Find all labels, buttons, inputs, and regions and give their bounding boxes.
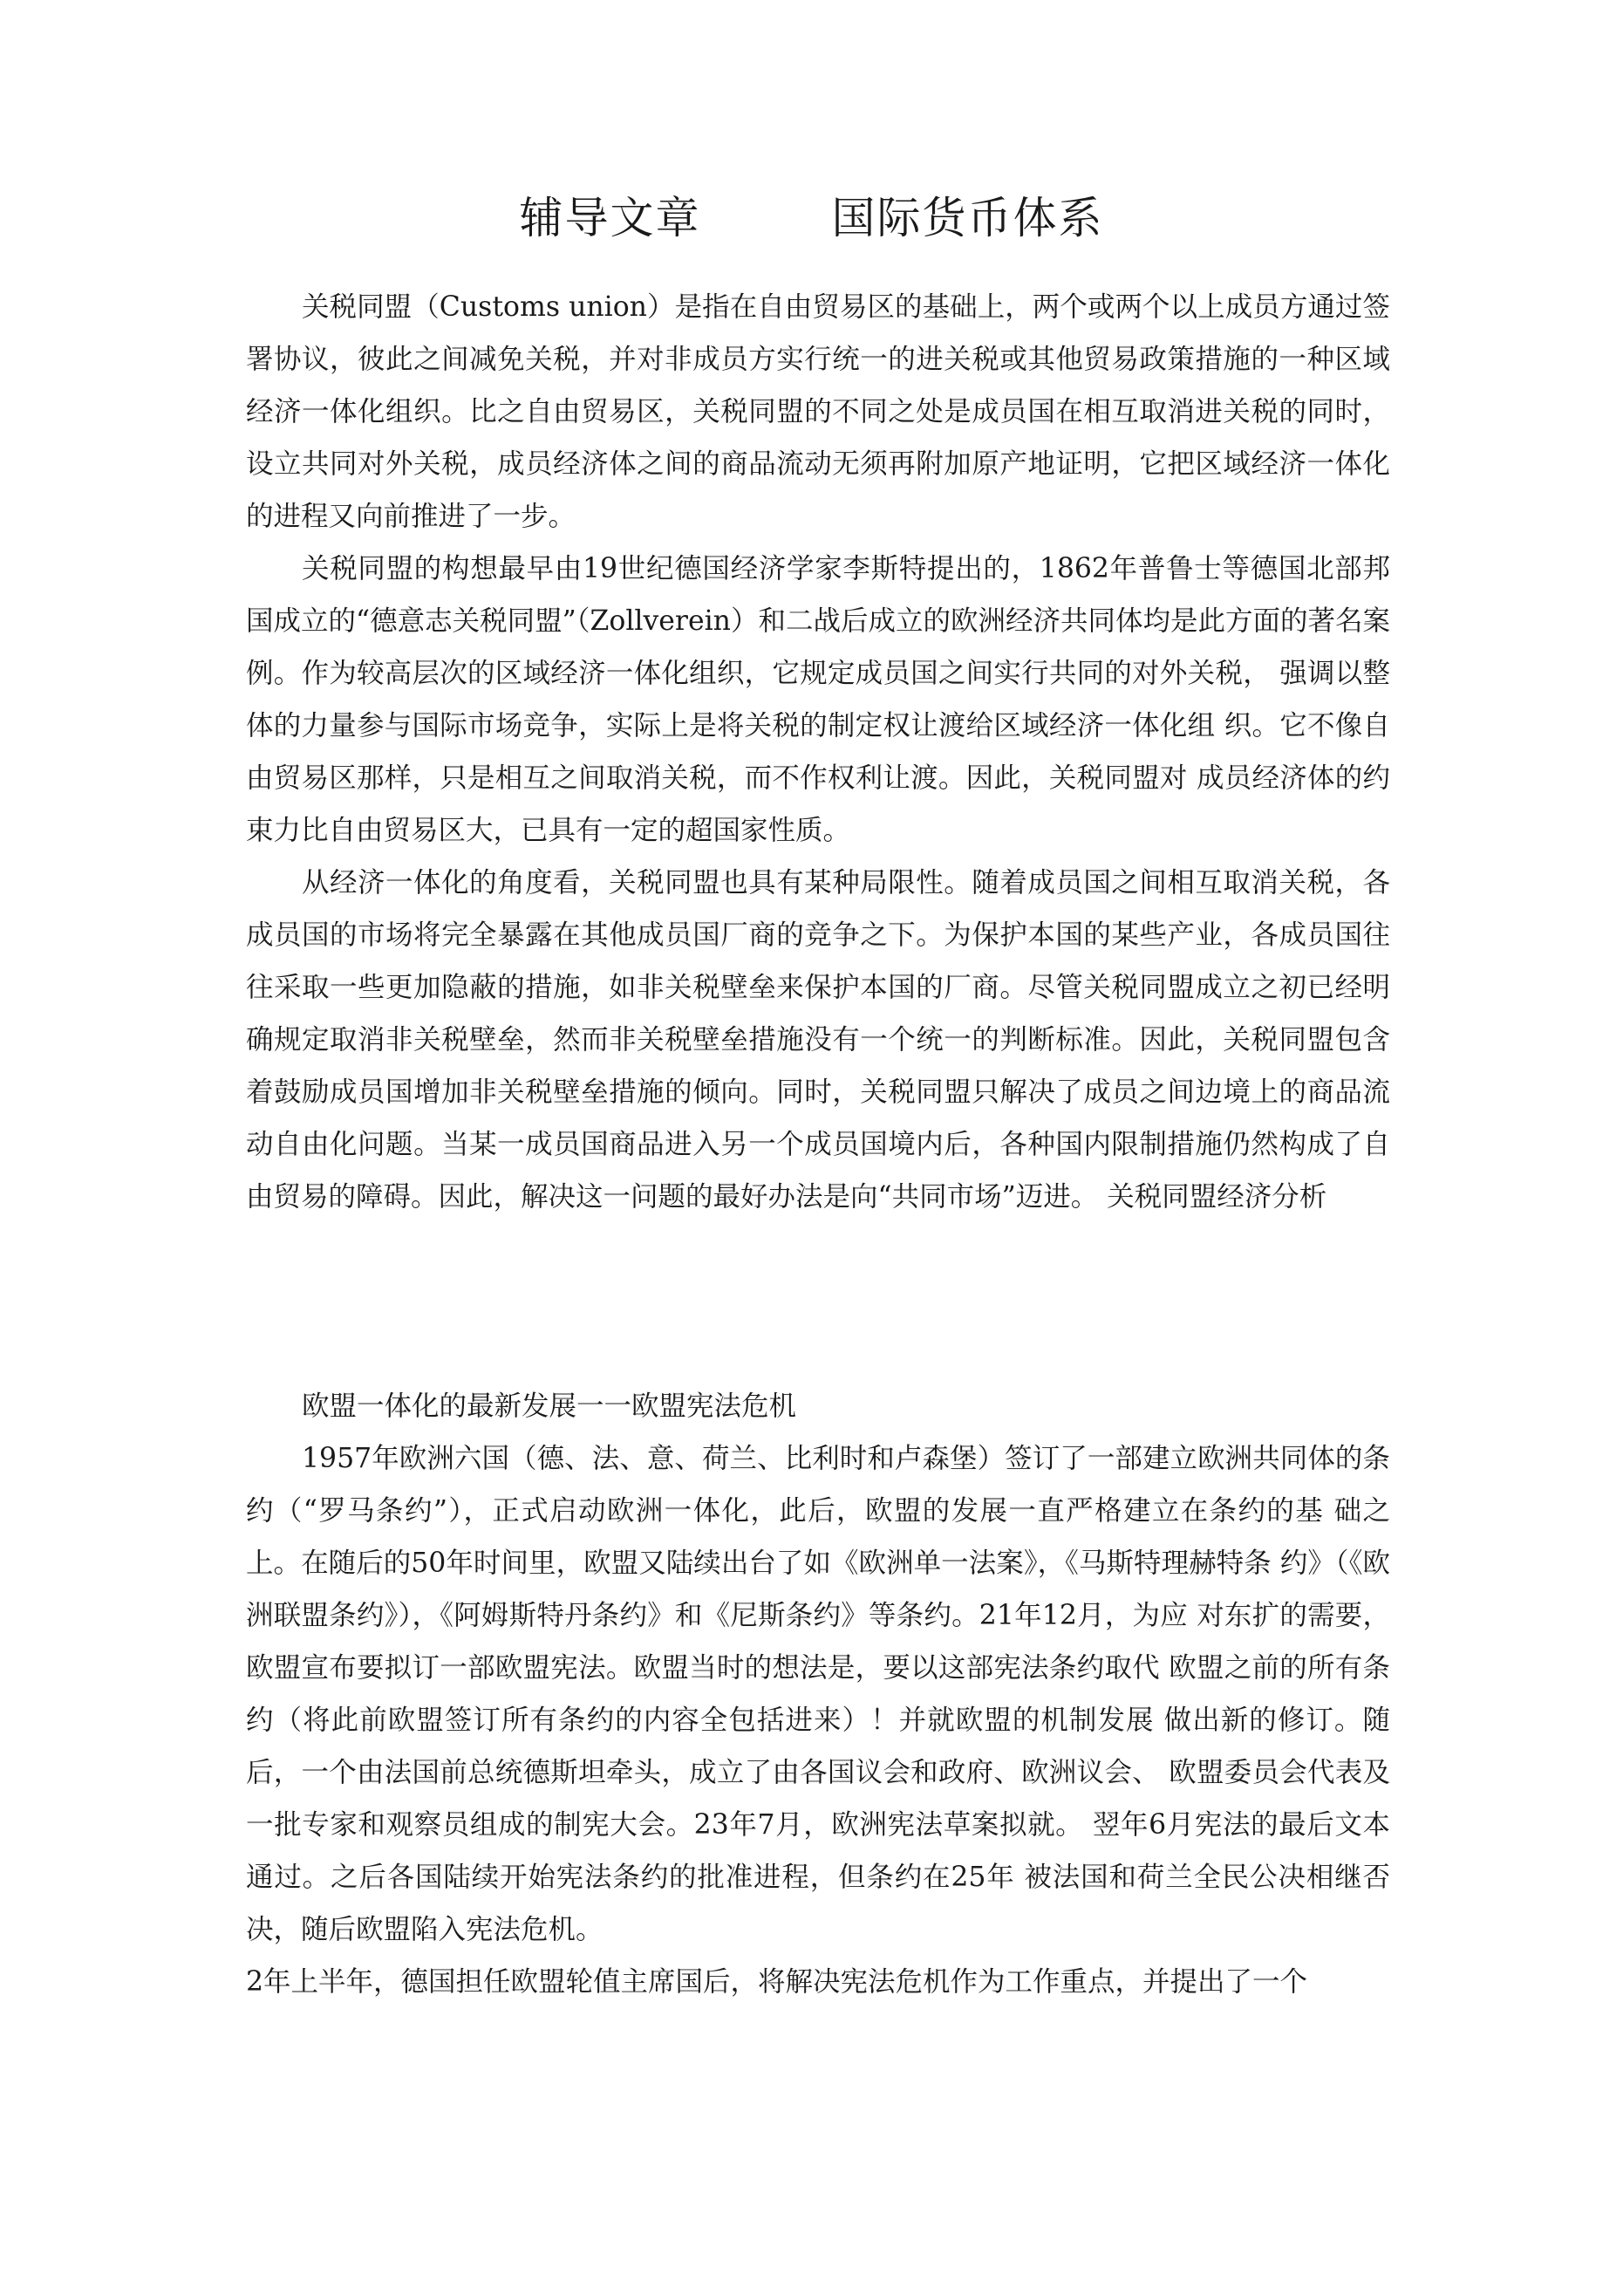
section-subheading: 欧盟一体化的最新发展一一欧盟宪法危机 — [302, 1391, 797, 1422]
title-right: 国际货币体系 — [831, 193, 1104, 243]
paragraph-5: 2年上半年，德国担任欧盟轮值主席国后，将解决宪法危机作为工作重点，并提出了一个 — [246, 1966, 1308, 1998]
paragraph-4: 1957年欧洲六国（德、法、意、荷兰、比利时和卢森堡）签订了一部建立欧洲共同体的条约（“罗马条约”），正式启动欧洲一体化，此后，欧盟的发展一直严格建立在条约的基 础之上。在随后的50年时间里，欧盟又陆续出台了如《欧洲单一法案》，《马斯特理赫特条 约》（《欧洲联盟条约》），《阿姆斯特丹条约》和《尼斯条约》等条约。21年12月，为应 对东扩的需要，欧盟宣布要拟订一部欧盟宪法。欧盟当时的想法是，要以这部宪法条约取代 欧盟之前的所有条约（将此前欧盟签订所有条约的内容全包括进来）！并就欧盟的机制发展 做出新的修订。随后，一个由法国前总统德斯坦牵头，成立了由各国议会和政府、欧洲议会、 欧盟委员会代表及一批专家和观察员组成的制宪大会。23年7月，欧洲宪法草案拟就。 翌年6月宪法的最后文本通过。之后各国陆续开始宪法条约的批准进程，但条约在25年 被法国和荷兰全民公决相继否决，随后欧盟陷入宪法危机。 — [246, 1443, 1390, 1945]
section-customs-union — [246, 281, 1390, 1223]
page-title — [0, 188, 1623, 249]
section-eu-constitution — [246, 1380, 1390, 2008]
title-left: 辅导文章 — [519, 193, 701, 243]
paragraph-3: 从经济一体化的角度看，关税同盟也具有某种局限性。随着成员国之间相互取消关税，各成员国的市场将完全暴露在其他成员国厂商的竞争之下。为保护本国的某些产业，各成员国往往采取一些更加隐蔽的措施，如非关税壁垒来保护本国的厂商。尽管关税同盟成立之初已经明确规定取消非关税壁垒，然而非关税壁垒措施没有一个统一的判断标准。因此，关税同盟包含着鼓励成员国增加非关税壁垒措施的倾向。同时，关税同盟只解决了成员之间边境上的商品流动自由化问题。当某一成员国商品进入另一个成员国境内后，各种国内限制措施仍然构成了自由贸易的障碍。因此，解决这一问题的最好办法是向“共同市场”迈进。 关税同盟经济分析 — [246, 867, 1390, 1213]
paragraph-2: 关税同盟的构想最早由19世纪德国经济学家李斯特提出的，1862年普鲁士等德国北部邦国成立的“德意志关税同盟”（Zollverein）和二战后成立的欧洲经济共同体均是此方面的著名案例。作为较高层次的区域经济一体化组织，它规定成员国之间实行共同的对外关税， 强调以整体的力量参与国际市场竞争，实际上是将关税的制定权让渡给区域经济一体化组 织。它不像自由贸易区那样，只是相互之间取消关税，而不作权利让渡。因此，关税同盟对 成员经济体的约束力比自由贸易区大，已具有一定的超国家性质。 — [246, 553, 1390, 846]
paragraph-1: 关税同盟（Customs union）是指在自由贸易区的基础上，两个或两个以上成员方通过签署协议，彼此之间减免关税，并对非成员方实行统一的进关税或其他贸易政策措施的一种区域经济一体化组织。比之自由贸易区，关税同盟的不同之处是成员国在相互取消进关税的同时，设立共同对外关税，成员经济体之间的商品流动无须再附加原产地证明，它把区域经济一体化的进程又向前推进了一步。 — [246, 291, 1390, 532]
